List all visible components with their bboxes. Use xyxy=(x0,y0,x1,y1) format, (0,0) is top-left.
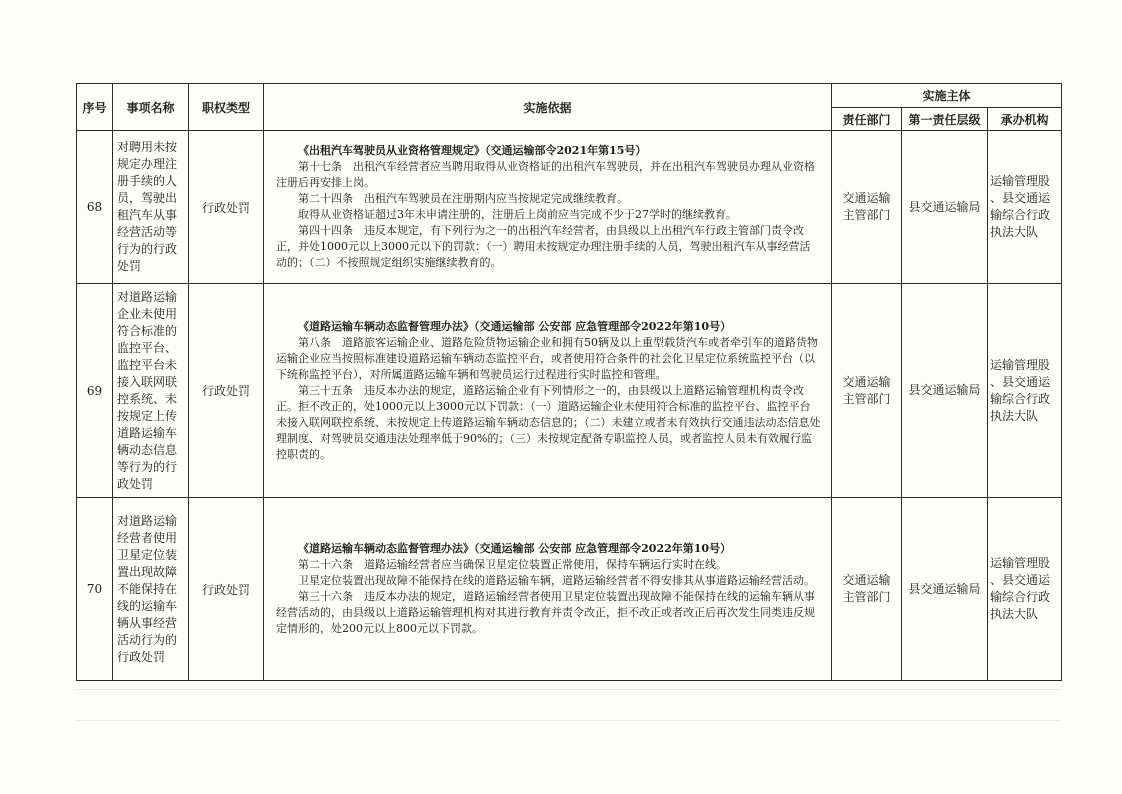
header-seq: 序号 xyxy=(77,84,113,131)
header-legal-basis: 实施依据 xyxy=(264,84,832,131)
row-first-level xyxy=(902,131,988,284)
row-responsible-dept xyxy=(832,131,902,284)
header-power-type: 职权类型 xyxy=(189,84,264,131)
row-item-name: 对道路运输经营者使用卫星定位装置出现故障不能保持在线的运输车辆从事经营活动行为的行政处罚 xyxy=(113,498,189,681)
clause: 第十七条 出租汽车经营者应当聘用取得从业资格证的出租汽车驾驶员，并在出租汽车驾驶员办理从业资格注册后再安排上岗。 xyxy=(276,160,815,189)
row-responsible-dept xyxy=(832,498,902,681)
dept-line: 主管部门 xyxy=(842,391,891,406)
header-row xyxy=(77,84,1062,108)
office-line: 输综合行政 xyxy=(990,590,1051,604)
row-seq: 69 xyxy=(77,284,113,498)
office-line: 、县交通运 xyxy=(990,573,1051,587)
office-line: 运输管理股 xyxy=(990,174,1051,188)
office-line: 执法大队 xyxy=(990,607,1039,621)
clause: 第三十五条 违反本办法的规定，道路运输企业有下列情形之一的，由县级以上道路运输管理机构责令改正。拒不改正的，处1000元以上3000元以下罚款：（一）道路运输企业未使用符合标准的监控平台、监控平台未接入联网联控系统、未按规定上传道路运输车辆动态信息的；（二）未建立或者未有效执行交通违法动态信息处理制度、对驾驶员交通违法处理率低于90%的；（三）未按规定配备专职监控人员，或者监控人员未有效履行监控职责的。 xyxy=(276,383,821,461)
dept-line: 主管部门 xyxy=(842,590,891,604)
law-title: 《道路运输车辆动态监督管理办法》（交通运输部 公安部 应急管理部令2022年第10号） xyxy=(298,319,732,333)
dept-line: 交通运输 xyxy=(842,191,891,205)
law-title: 《道路运输车辆动态监督管理办法》（交通运输部 公安部 应急管理部令2022年第10号） xyxy=(298,542,732,555)
row-first-level xyxy=(902,498,988,681)
level-text: 县交通运输局 xyxy=(908,199,981,214)
row-first-level xyxy=(902,284,988,498)
row-item-name: 对聘用未按规定办理注册手续的人员，驾驶出租汽车从事经营活动等行为的行政处罚 xyxy=(113,131,189,284)
clause: 第三十六条 违反本办法的规定，道路运输经营者使用卫星定位装置出现故障不能保持在线的运输车辆从事经营活动的，由县级以上道路运输管理机构对其进行教育并责令改正，拒不改正或者改正后再次发生同类违反规定情形的，处200元以上800元以下罚款。 xyxy=(276,590,815,635)
level-text: 县交通运输局 xyxy=(908,581,981,596)
office-line: 执法大队 xyxy=(990,225,1039,239)
office-line: 执法大队 xyxy=(990,408,1039,423)
row-legal-basis xyxy=(264,284,832,498)
row-seq: 68 xyxy=(77,131,113,284)
clause: 第八条 道路旅客运输企业、道路危险货物运输企业和拥有50辆及以上重型载货汽车或者牵引车的道路货物运输企业应当按照标准建设道路运输车辆动态监控平台，或者使用符合条件的社会化卫星定位系统监控平台（以下统称监控平台），对所属道路运输车辆和驾驶员运行过程进行实时监控和管理。 xyxy=(276,335,818,381)
level-text: 县交通运输局 xyxy=(908,383,981,397)
row-power-type: 行政处罚 xyxy=(189,498,264,681)
dept-line: 交通运输 xyxy=(842,374,891,389)
row-handling-office xyxy=(988,131,1062,284)
office-line: 输综合行政 xyxy=(990,208,1051,222)
row-legal-basis xyxy=(264,131,832,284)
row-handling-office xyxy=(988,498,1062,681)
dept-line: 交通运输 xyxy=(842,573,891,587)
office-line: 、县交通运 xyxy=(990,191,1051,205)
office-line: 、县交通运 xyxy=(990,374,1051,389)
office-line: 运输管理股 xyxy=(990,357,1051,372)
row-legal-basis xyxy=(264,498,832,681)
row-responsible-dept xyxy=(832,284,902,498)
clause: 卫星定位装置出现故障不能保持在线的道路运输车辆，道路运输经营者不得安排其从事道路运输经营活动。 xyxy=(298,574,815,587)
header-item-name: 事项名称 xyxy=(113,84,189,131)
office-line: 输综合行政 xyxy=(990,391,1051,406)
row-item-name: 对道路运输企业未使用符合标准的监控平台、监控平台未接入联网联控系统、未按规定上传道路运输车辆动态信息等行为的行政处罚 xyxy=(113,284,189,498)
dept-line: 主管部门 xyxy=(842,208,891,222)
header-handling-office: 承办机构 xyxy=(988,108,1062,131)
clause: 第二十四条 出租汽车驾驶员在注册期内应当按规定完成继续教育。 xyxy=(298,192,628,205)
row-power-type: 行政处罚 xyxy=(189,131,264,284)
clause: 第四十四条 违反本规定，有下列行为之一的出租汽车经营者，由县级以上出租汽车行政主管部门责令改正，并处1000元以上3000元以下的罚款：（一）聘用未按规定办理注册手续的人员，驾驶出租汽车从事经营活动的；（二）不按照规定组织实施继续教育的。 xyxy=(276,224,811,269)
header-implementing-subject: 实施主体 xyxy=(832,84,1062,108)
law-title: 《出租汽车驾驶员从业资格管理规定》（交通运输部令2021年第15号） xyxy=(298,144,647,157)
bleed-through-row xyxy=(76,689,1061,721)
table-row xyxy=(77,131,1062,284)
row-power-type: 行政处罚 xyxy=(189,284,264,498)
row-handling-office xyxy=(988,284,1062,498)
clause: 取得从业资格证超过3年未申请注册的，注册后上岗前应当完成不少于27学时的继续教育。 xyxy=(298,208,737,221)
table-row xyxy=(77,284,1062,498)
row-seq: 70 xyxy=(77,498,113,681)
clause: 第二十六条 道路运输经营者应当确保卫星定位装置正常使用，保持车辆运行实时在线。 xyxy=(298,558,727,571)
table-row xyxy=(77,498,1062,681)
header-first-level: 第一责任层级 xyxy=(902,108,988,131)
office-line: 运输管理股 xyxy=(990,556,1051,570)
enforcement-table xyxy=(76,83,1062,681)
header-responsible-dept: 责任部门 xyxy=(832,108,902,131)
